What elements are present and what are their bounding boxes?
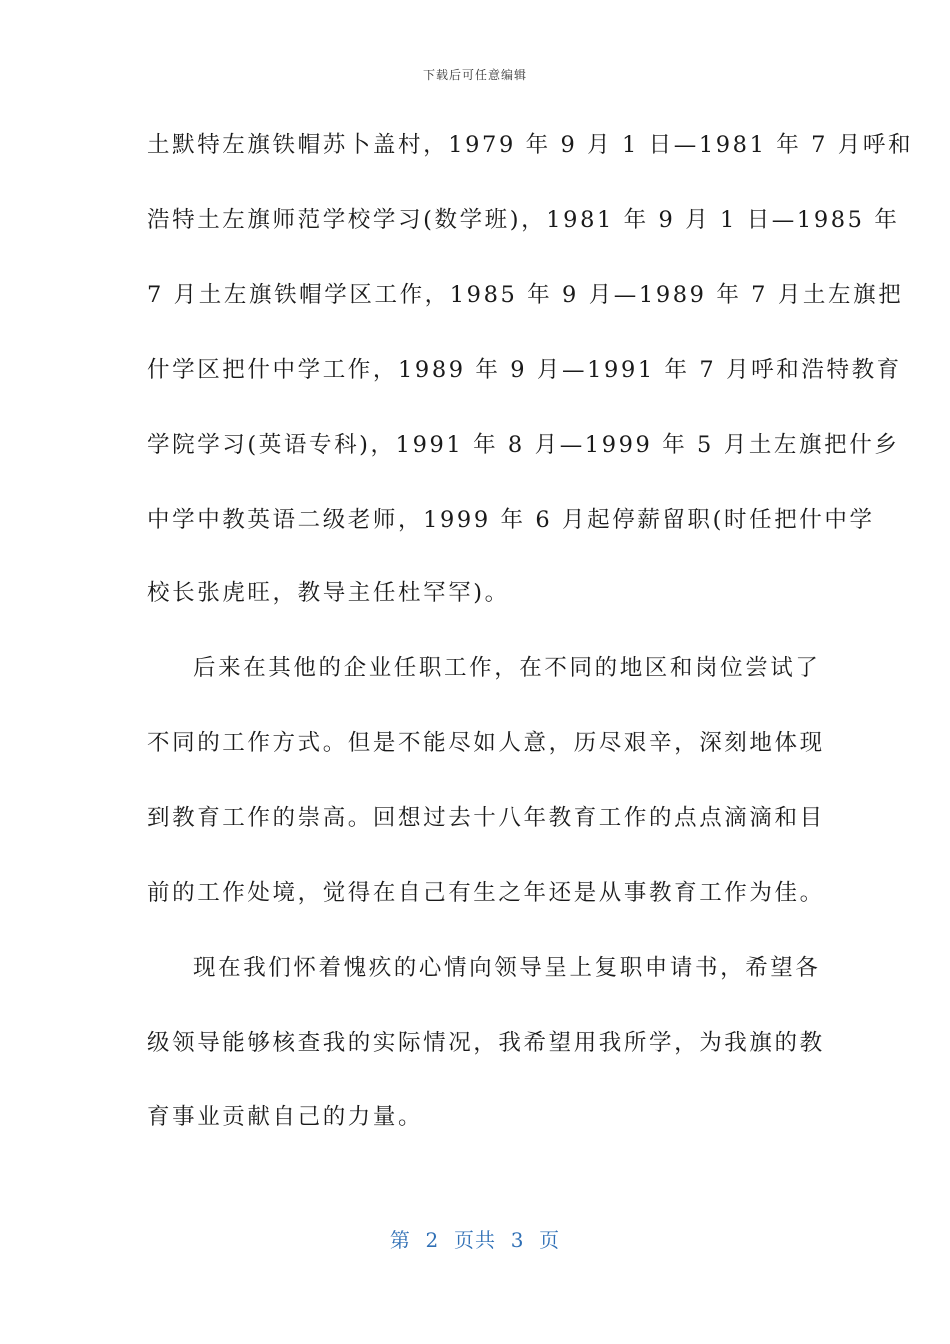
- text-line: 到教育工作的崇高。回想过去十八年教育工作的点点滴滴和目: [147, 805, 825, 831]
- text-line: 校长张虎旺，教导主任杜罕罕)。: [147, 580, 510, 606]
- text-line: 7 月土左旗铁帽学区工作，1985 年 9 月—1989 年 7 月土左旗把: [147, 282, 904, 308]
- header-note: 下载后可任意编辑: [422, 68, 527, 82]
- text-line: 土默特左旗铁帽苏卜盖村，1979 年 9 月 1 日—1981 年 7 月呼和: [147, 132, 914, 158]
- text-line: 学院学习(英语专科)，1991 年 8 月—1999 年 5 月土左旗把什乡: [147, 432, 900, 458]
- page-number: 第 2 页共 3 页: [389, 1228, 561, 1252]
- text-line: 不同的工作方式。但是不能尽如人意，历尽艰辛，深刻地体现: [147, 730, 825, 756]
- text-line: 育事业贡献自己的力量。: [147, 1104, 424, 1130]
- text-line: 级领导能够核查我的实际情况，我希望用我所学，为我旗的教: [147, 1030, 825, 1056]
- text-line: 浩特土左旗师范学校学习(数学班)，1981 年 9 月 1 日—1985 年: [147, 207, 900, 233]
- paragraph-start-line: 现在我们怀着愧疚的心情向领导呈上复职申请书，希望各: [193, 955, 821, 981]
- text-line: 什学区把什中学工作，1989 年 9 月—1991 年 7 月呼和浩特教育: [147, 357, 902, 383]
- text-line: 中学中教英语二级老师，1999 年 6 月起停薪留职(时任把什中学: [147, 507, 875, 533]
- paragraph-start-line: 后来在其他的企业任职工作，在不同的地区和岗位尝试了: [193, 655, 821, 681]
- text-line: 前的工作处境，觉得在自己有生之年还是从事教育工作为佳。: [147, 880, 825, 906]
